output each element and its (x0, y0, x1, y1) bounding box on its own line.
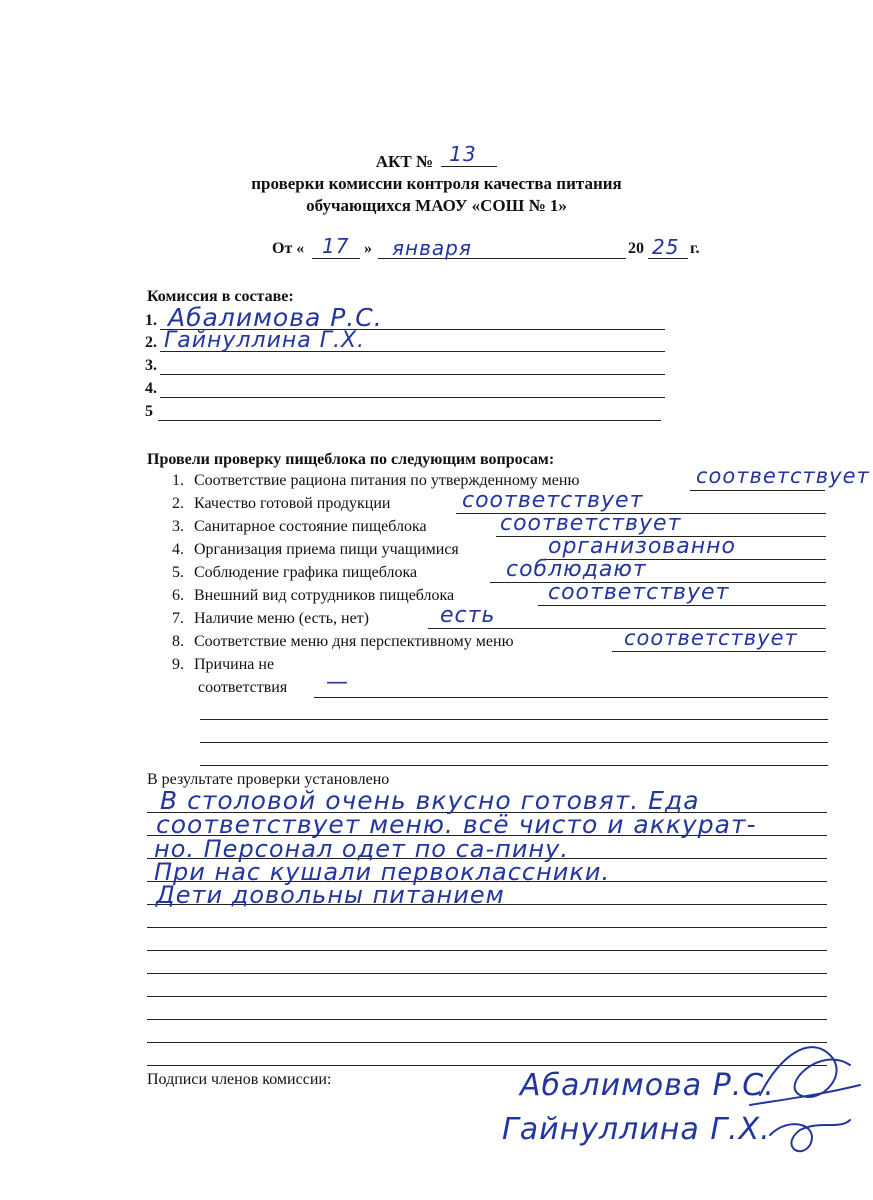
item-label: Санитарное состояние пищеблока (194, 518, 427, 535)
answer-3: соответствует (500, 511, 682, 536)
result-line (147, 1065, 827, 1066)
act-subtitle-1: проверки комиссии контроля качества питания (251, 174, 622, 193)
item-num: 4. (172, 541, 184, 558)
inspection-item-4 (172, 541, 459, 559)
item-num: 5. (172, 564, 184, 581)
inspection-item-2 (172, 495, 390, 513)
answer-4: организованно (548, 534, 736, 559)
inspection-item-9 (172, 656, 274, 674)
answer-5: соблюдают (506, 557, 647, 582)
member-line-4 (160, 397, 665, 398)
result-line (147, 996, 827, 997)
act-label: АКТ № (375, 152, 434, 171)
commission-heading: Комиссия в составе: (147, 288, 294, 305)
item-label: Организация приема пищи учащимися (194, 541, 459, 558)
result-line (147, 927, 827, 928)
answer-9: — (326, 670, 349, 695)
member-num-1: 1. (145, 312, 157, 329)
date-close-quote: » (364, 240, 372, 257)
signature-scribble (740, 1025, 865, 1165)
act-number: 13 (449, 142, 477, 166)
inspection-heading: Провели проверку пищеблока по следующим вопросам: (147, 451, 555, 468)
date-day-line (312, 258, 360, 259)
item-num: 7. (172, 610, 184, 627)
blank-line (200, 719, 828, 720)
inspection-item-8 (172, 633, 514, 651)
item-num: 6. (172, 587, 184, 604)
result-text-4: При нас кушали первоклассники. (154, 858, 611, 886)
result-heading: В результате проверки установлено (147, 771, 390, 788)
date-from-label: От « (272, 240, 305, 257)
inspection-item-5 (172, 564, 417, 582)
answer-line-6 (538, 605, 826, 606)
result-text-2: соответствует меню. всё чисто и аккурат- (156, 810, 757, 839)
answer-8: соответствует (624, 626, 798, 650)
answer-1: соответствует (696, 464, 870, 488)
act-subtitle-2: обучающихся МАОУ «СОШ № 1» (306, 196, 567, 215)
member-name-1: Абалимова Р.С. (168, 303, 383, 332)
member-name-2: Гайнуллина Г.Х. (164, 328, 366, 353)
blank-line (200, 765, 828, 766)
item-num: 8. (172, 633, 184, 650)
answer-line-1 (690, 490, 825, 491)
item-num: 3. (172, 518, 184, 535)
date-day: 17 (322, 234, 350, 258)
result-line (147, 950, 827, 951)
item-label: Соответствие меню дня перспективному меню (194, 633, 514, 650)
inspection-item-9-line2: соответствия (198, 679, 288, 696)
result-text-1: В столовой очень вкусно готовят. Еда (160, 786, 700, 815)
signature-name-2: Гайнуллина Г.Х. (502, 1112, 771, 1147)
act-title (0, 142, 873, 172)
item-label: Качество готовой продукции (194, 495, 391, 512)
result-line (147, 1019, 827, 1020)
item-num: 2. (172, 495, 184, 512)
blank-line (200, 742, 828, 743)
answer-6: соответствует (548, 580, 730, 605)
inspection-item-7 (172, 610, 369, 628)
member-num-5: 5 (145, 403, 153, 420)
item-label: Внешний вид сотрудников пищеблока (194, 587, 455, 604)
member-num-4: 4. (145, 380, 157, 397)
item-label: Соблюдение графика пищеблока (194, 564, 418, 581)
signature-stroke (750, 1047, 860, 1151)
result-text-3: но. Персонал одет по са-пину. (154, 835, 569, 863)
result-text-5: Дети довольны питанием (156, 881, 505, 909)
result-line (147, 973, 827, 974)
member-num-2: 2. (145, 334, 157, 351)
year-label: г. (690, 240, 700, 257)
date-month: января (392, 236, 472, 260)
result-line (147, 1042, 827, 1043)
year-suffix: 25 (652, 235, 680, 259)
member-line-3 (160, 374, 665, 375)
year-prefix: 20 (628, 240, 644, 257)
member-num-3: 3. (145, 357, 157, 374)
signatures-heading: Подписи членов комиссии: (147, 1071, 332, 1088)
item-label: Наличие меню (есть, нет) (194, 610, 369, 627)
answer-7: есть (440, 603, 496, 628)
inspection-item-3 (172, 518, 427, 536)
answer-2: соответствует (462, 488, 644, 513)
item-num: 9. (172, 656, 184, 673)
member-line-5 (158, 420, 661, 421)
act-number-blank (441, 142, 497, 167)
item-num: 1. (172, 472, 184, 489)
answer-line-9 (314, 697, 828, 698)
answer-line-8 (612, 651, 826, 652)
signature-name-1: Абалимова Р.С. (520, 1068, 775, 1103)
inspection-item-6 (172, 587, 454, 605)
item-label: Причина не (194, 656, 275, 673)
item-label: Соответствие рациона питания по утвержденному меню (194, 472, 580, 489)
